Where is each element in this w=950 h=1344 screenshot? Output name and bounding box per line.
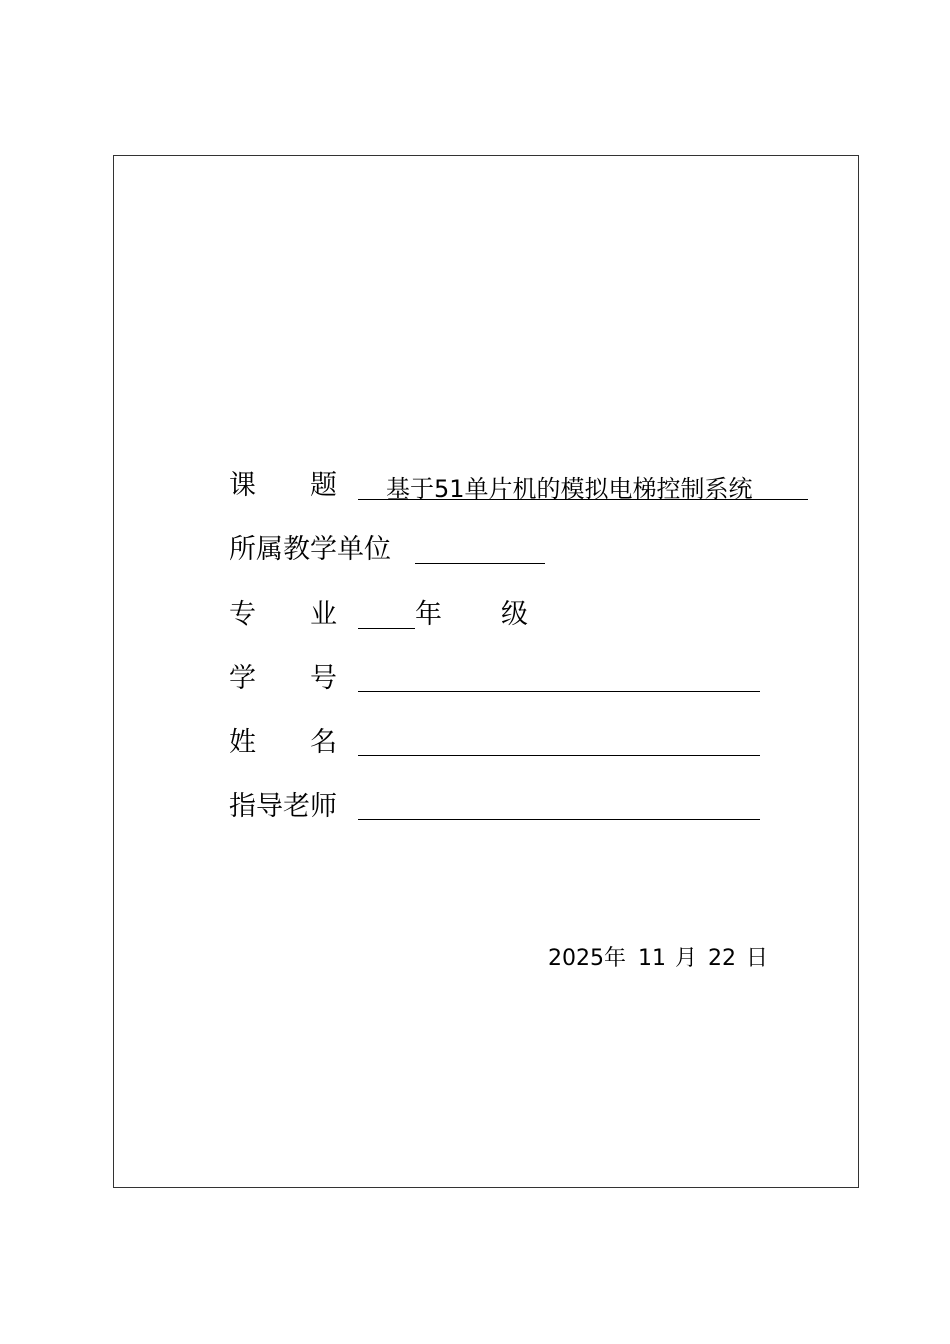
student-id-label: 学 号 xyxy=(229,663,337,694)
student-id-field[interactable] xyxy=(358,691,760,692)
unit-label: 所属教学单位 xyxy=(229,534,391,565)
date-day: 22 xyxy=(708,946,736,971)
advisor-field[interactable] xyxy=(358,819,760,820)
date-year: 2025 xyxy=(548,946,604,971)
topic-label: 课 题 xyxy=(229,470,337,501)
name-field[interactable] xyxy=(358,755,760,756)
advisor-label: 指导老师 xyxy=(229,791,337,822)
unit-field[interactable] xyxy=(415,563,545,564)
name-label: 姓 名 xyxy=(229,727,337,758)
topic-value: 基于51单片机的模拟电梯控制系统 xyxy=(386,475,753,503)
topic-underline xyxy=(358,499,808,500)
date-month: 11 xyxy=(638,946,666,971)
date-month-unit: 月 xyxy=(675,946,698,971)
grade-label: 级 xyxy=(501,599,528,630)
cover-frame xyxy=(113,155,859,1188)
major-year-field[interactable] xyxy=(358,628,415,629)
date-day-unit: 日 xyxy=(746,946,769,971)
year-label: 年 xyxy=(415,599,442,630)
major-label: 专 业 xyxy=(229,599,337,630)
date-year-unit: 年 xyxy=(604,946,627,971)
